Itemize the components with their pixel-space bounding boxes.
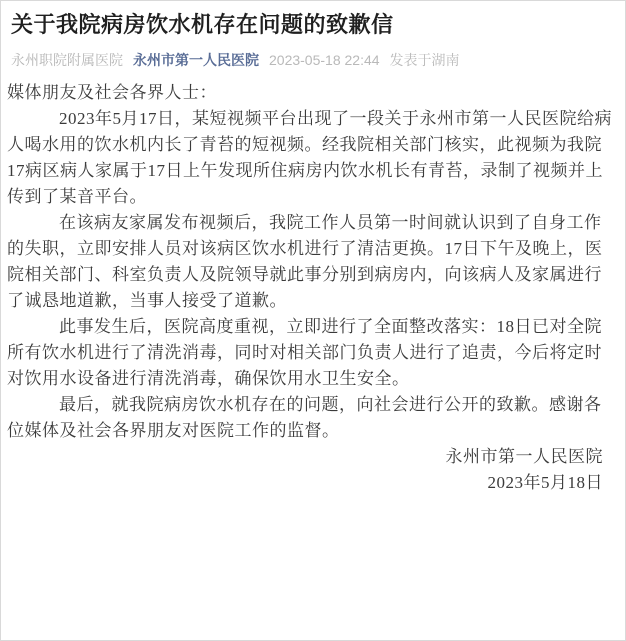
- account-name-link[interactable]: 永州市第一人民医院: [133, 52, 259, 68]
- letter-date: 2023年5月18日: [487, 473, 603, 492]
- account-name-secondary: 永州职院附属医院: [11, 52, 123, 68]
- letter-paragraph: 在该病友家属发布视频后，我院工作人员第一时间就认识到了自身工作的失职，立即安排人员对该病区饮水机进行了清洁更换。17日下午及晚上，医院相关部门、科室负责人及院领导就此事分别到病房内，向该病人及家属进行了诚恳地道歉，当事人接受了道歉。: [7, 213, 603, 310]
- article-meta: [11, 50, 609, 70]
- article-header: [1, 1, 625, 70]
- article-title: 关于我院病房饮水机存在问题的致歉信: [11, 12, 394, 37]
- letter-salutation: 媒体朋友及社会各界人士：: [7, 83, 217, 102]
- apology-letter-body: [1, 80, 625, 496]
- letter-paragraph: 最后，就我院病房饮水机存在的问题，向社会进行公开的致歉。感谢各位媒体及社会各界朋友对医院工作的监督。: [7, 395, 602, 440]
- letter-paragraph: 此事发生后，医院高度重视，立即进行了全面整改落实：18日已对全院所有饮水机进行了清洗消毒，同时对相关部门负责人进行了追责，今后将定时对饮用水设备进行清洗消毒，确保饮用水卫生安全。: [7, 317, 602, 388]
- publish-location: 发表于湖南: [389, 52, 460, 68]
- letter-paragraph: 2023年5月17日，某短视频平台出现了一段关于永州市第一人民医院给病人喝水用的饮水机内长了青苔的短视频。经我院相关部门核实，此视频为我院17病区病人家属于17日上午发现所住病房内饮水机长有青苔，录制了视频并上传到了某音平台。: [7, 109, 612, 206]
- letter-signature: 永州市第一人民医院: [445, 447, 603, 466]
- publish-timestamp: 2023-05-18 22:44: [269, 52, 380, 68]
